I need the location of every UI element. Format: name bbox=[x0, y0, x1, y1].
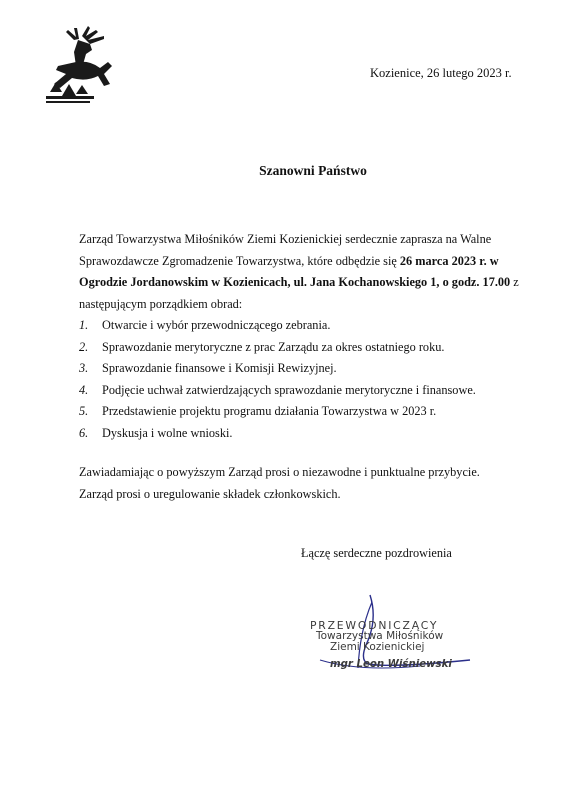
meeting-place: w Ogrodzie Jordanowskim w Kozienicach, ul. Jana Kochanowskiego 1, o godz. 17.00 bbox=[79, 253, 511, 289]
agenda-text: Otwarcie i wybór przewodniczącego zebrania. bbox=[102, 318, 331, 332]
agenda-number: 4. bbox=[79, 382, 89, 397]
salutation: Szanowni Państwo bbox=[259, 163, 367, 178]
stamp-name: mgr Leon Wiśniewski bbox=[330, 659, 452, 670]
agenda-list bbox=[79, 315, 519, 445]
agenda-item bbox=[79, 337, 519, 359]
agenda-item bbox=[79, 358, 519, 380]
agenda-item bbox=[79, 315, 519, 337]
agenda-text: Dyskusja i wolne wnioski. bbox=[102, 425, 233, 440]
intro-text-3: z następującym porządkiem obrad: bbox=[79, 275, 519, 311]
deer-logo-icon bbox=[38, 22, 124, 108]
meeting-date: 26 marca 2023 r. bbox=[399, 253, 487, 268]
intro-text-1: Zarząd Towarzystwa Miłośników Ziemi Kozienickiej serdecznie zaprasza na Walne Sprawozdawcze Zgromadzenie Towarzystwa, które odbędzie się bbox=[79, 232, 492, 268]
agenda-text: Podjęcie uchwał zatwierdzających sprawozdanie merytoryczne i finansowe. bbox=[102, 382, 476, 397]
greeting: Łączę serdeczne pozdrowienia bbox=[301, 546, 452, 560]
closing-line-1: Zawiadamiając o powyższym Zarząd prosi o niezawodne i punktualne przybycie. bbox=[79, 465, 480, 479]
agenda-text: Przedstawienie projektu programu działania Towarzystwa w 2023 r. bbox=[102, 404, 437, 419]
agenda-number: 6. bbox=[79, 425, 89, 440]
official-stamp bbox=[310, 620, 452, 670]
place-date: Kozienice, 26 lutego 2023 r. bbox=[370, 66, 512, 80]
agenda-number: 3. bbox=[79, 361, 89, 376]
agenda-text: Sprawozdanie merytoryczne z prac Zarządu za okres ostatniego roku. bbox=[102, 339, 445, 354]
agenda-number: 5. bbox=[79, 404, 89, 419]
agenda-item bbox=[79, 423, 519, 445]
intro-paragraph bbox=[79, 229, 519, 315]
stamp-title: PRZEWODNICZĄCY bbox=[310, 619, 439, 632]
stamp-org-line-1: Towarzystwa Miłośników bbox=[316, 630, 444, 642]
closing-line-2: Zarząd prosi o uregulowanie składek członkowskich. bbox=[79, 486, 341, 501]
agenda-number: 2. bbox=[79, 339, 89, 354]
agenda-item bbox=[79, 401, 519, 423]
closing-paragraph bbox=[79, 462, 519, 505]
agenda-number: 1. bbox=[79, 318, 89, 332]
agenda-text: Sprawozdanie finansowe i Komisji Rewizyjnej. bbox=[102, 361, 337, 376]
agenda-item bbox=[79, 380, 519, 402]
stamp-org-line-2: Ziemi Kozienickiej bbox=[330, 641, 425, 653]
